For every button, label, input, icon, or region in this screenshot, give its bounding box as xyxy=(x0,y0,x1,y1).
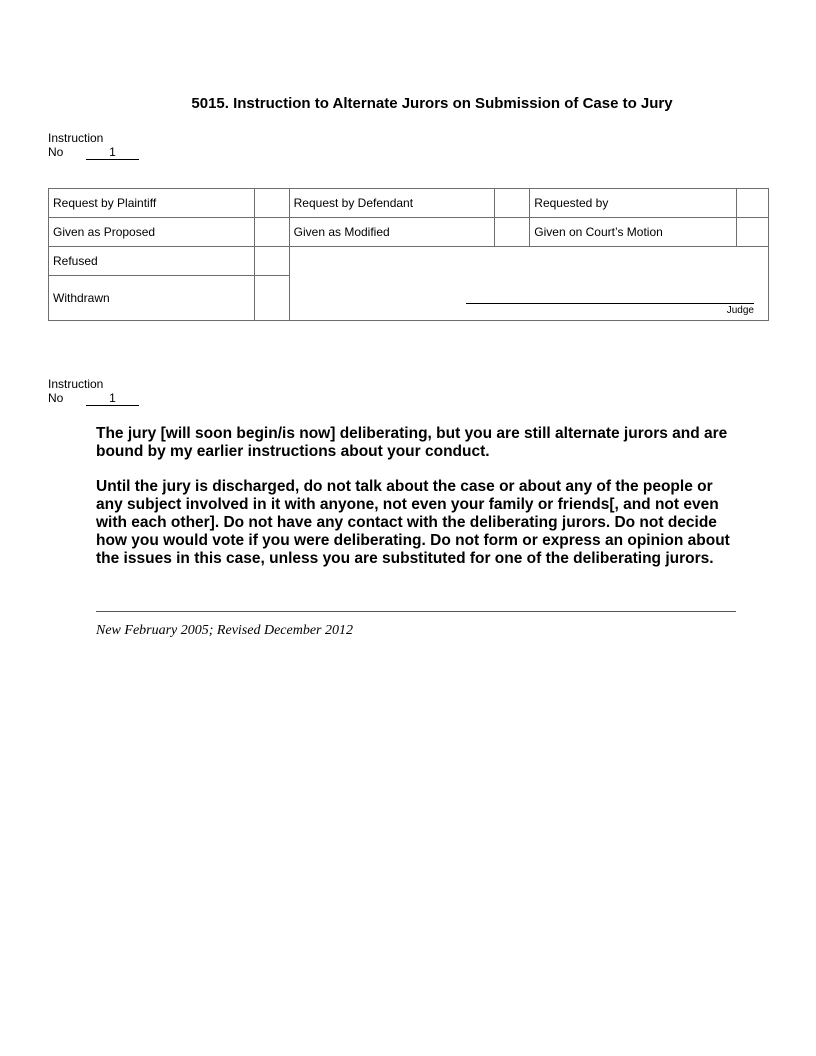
request-by-defendant-box[interactable] xyxy=(495,189,530,218)
withdrawn-box[interactable] xyxy=(254,276,289,321)
given-as-proposed-box[interactable] xyxy=(254,218,289,247)
instruction-status-table xyxy=(48,188,769,321)
history-note: New February 2005; Revised December 2012 xyxy=(96,623,353,638)
given-as-proposed-label: Given as Proposed xyxy=(49,218,255,247)
instruction-label: Instruction xyxy=(48,131,104,145)
given-as-modified-box[interactable] xyxy=(495,218,530,247)
instruction-paragraph: Until the jury is discharged, do not talk about the case or about any of the people or any subject involved in it with anyone, not even your family or friends[, and not even with each other]. Do not have any contact with the deliberating jurors. Do not decide how you would vote if you were deliberating. Do not form or express an opinion about the issues in this case, unless you are substituted for one of the deliberating jurors. xyxy=(96,478,730,567)
instruction-no-label: No xyxy=(48,391,64,405)
given-on-courts-motion-box[interactable] xyxy=(737,218,769,247)
given-on-courts-motion-label: Given on Court’s Motion xyxy=(530,218,737,247)
judge-label: Judge xyxy=(726,305,754,316)
refused-label: Refused xyxy=(49,247,255,276)
instruction-no-value: 1 xyxy=(86,145,139,160)
withdrawn-label: Withdrawn xyxy=(49,276,255,321)
refused-box[interactable] xyxy=(254,247,289,276)
instruction-no-value: 1 xyxy=(86,391,139,406)
page-title: 5015. Instruction to Alternate Jurors on Submission of Case to Jury xyxy=(191,95,673,112)
judge-signature-line[interactable] xyxy=(466,303,754,304)
request-by-plaintiff-box[interactable] xyxy=(254,189,289,218)
instruction-number-header-1 xyxy=(48,131,139,160)
instruction-body xyxy=(96,425,736,585)
requested-by-box[interactable] xyxy=(737,189,769,218)
requested-by-label: Requested by xyxy=(530,189,737,218)
instruction-paragraph: The jury [will soon begin/is now] deliberating, but you are still alternate jurors and are bound by my earlier instructions about your conduct. xyxy=(96,425,728,460)
divider xyxy=(96,611,736,612)
judge-signature-area xyxy=(289,247,768,321)
request-by-defendant-label: Request by Defendant xyxy=(289,189,495,218)
instruction-label: Instruction xyxy=(48,377,104,391)
given-as-modified-label: Given as Modified xyxy=(289,218,495,247)
instruction-number-header-2 xyxy=(48,377,139,406)
instruction-no-label: No xyxy=(48,145,64,159)
request-by-plaintiff-label: Request by Plaintiff xyxy=(49,189,255,218)
